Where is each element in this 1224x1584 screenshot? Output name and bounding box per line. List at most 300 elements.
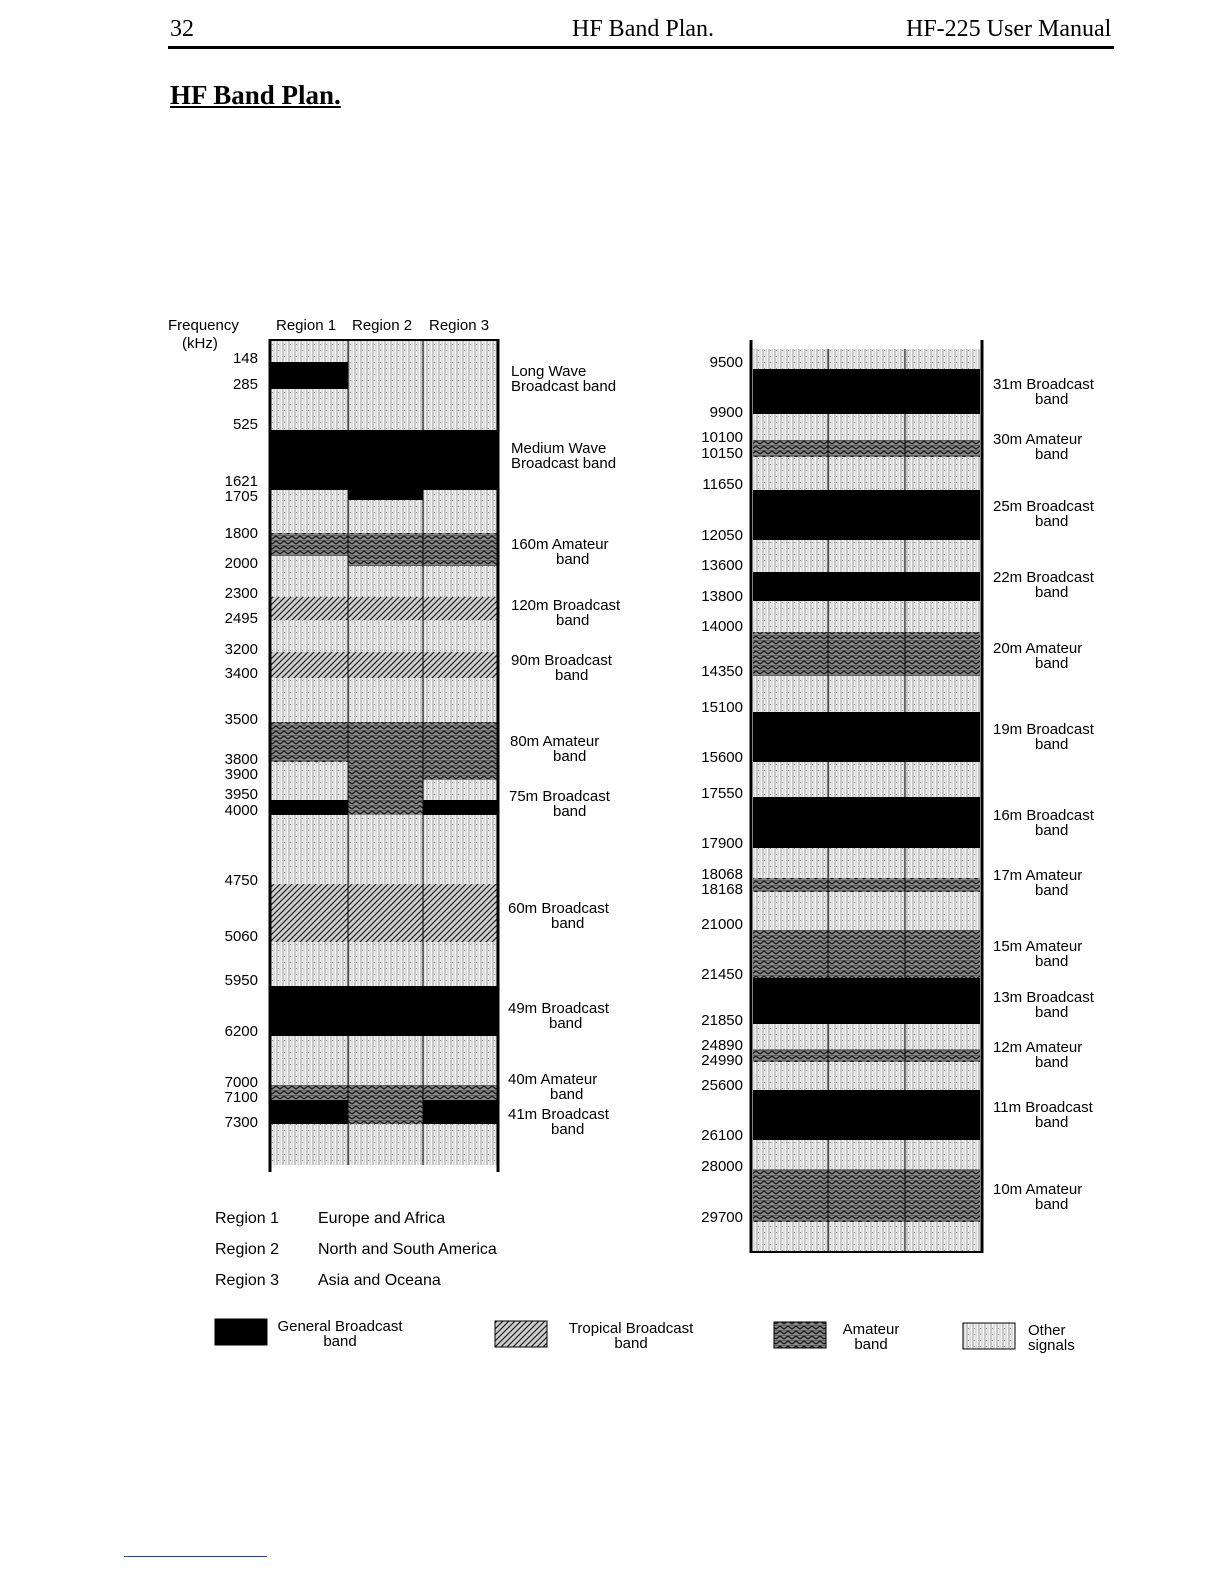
- right-freq-label: 17550: [701, 785, 743, 802]
- right-band-label: [993, 939, 1082, 969]
- page-title: HF Band Plan.: [170, 80, 341, 110]
- left-band-label-line2: band: [556, 612, 590, 629]
- legend-tropical-broadcast: [556, 1321, 706, 1351]
- left-band-seg-14-r3: [423, 762, 498, 780]
- right-freq-label: 9500: [709, 354, 743, 371]
- left-band-seg-15-r1: [271, 780, 348, 800]
- right-band-label: [993, 570, 1094, 600]
- right-band-seg-2-r3: [905, 414, 980, 440]
- left-band-seg-10-r3: [423, 620, 498, 652]
- legend-amateur-line2: band: [854, 1336, 888, 1353]
- right-band-label-line2: band: [1035, 391, 1069, 408]
- right-band-seg-9-r2: [828, 632, 905, 676]
- right-band-seg-10-r2: [828, 676, 905, 712]
- left-band-seg-20-r2: [348, 986, 423, 1036]
- left-freq-label: 148: [232, 350, 258, 367]
- left-freq-label: 1705: [224, 488, 258, 505]
- right-band-seg-12-r1: [753, 762, 828, 797]
- left-band-seg-7-r1: [271, 556, 348, 566]
- right-band-seg-5-r1: [753, 490, 828, 540]
- left-band-label-line1: 40m Amateur: [508, 1071, 598, 1088]
- left-band-label: [511, 598, 620, 628]
- left-band-seg-12-r1: [271, 678, 348, 722]
- left-band-seg-16-r1: [271, 800, 348, 815]
- left-band-seg-13-r3: [423, 722, 498, 762]
- legend-other-line2: signals: [1028, 1337, 1075, 1354]
- right-band-label-line1: 30m Amateur: [993, 431, 1083, 448]
- header-center-title: HF Band Plan.: [572, 16, 715, 42]
- right-freq-label: 26100: [701, 1127, 743, 1144]
- right-band-label-line1: 22m Broadcast: [993, 569, 1094, 586]
- page-number: 32: [170, 16, 194, 42]
- right-band-seg-13-r1: [753, 797, 828, 848]
- right-band-seg-7-r3: [905, 572, 980, 601]
- left-band-seg-6-r3: [423, 533, 498, 556]
- left-band-seg-13-r2: [348, 722, 423, 762]
- left-band-seg-1-r2: [348, 362, 423, 389]
- right-band-seg-21-r2: [828, 1062, 905, 1090]
- left-band-seg-1-r3: [423, 362, 498, 389]
- right-band-label: [993, 377, 1094, 407]
- right-band-seg-25-r2: [828, 1222, 905, 1252]
- right-band-seg-11-r1: [753, 712, 828, 762]
- left-band-label-line1: 60m Broadcast: [508, 900, 609, 917]
- left-band-label-line2: band: [549, 1015, 583, 1032]
- right-band-seg-15-r2: [828, 878, 905, 892]
- left-band-seg-19-r1: [271, 942, 348, 986]
- left-band-label-line2: Broadcast band: [511, 455, 617, 472]
- right-freq-label: 24990: [701, 1052, 743, 1069]
- right-band-label: [993, 641, 1082, 671]
- left-band-label-line2: band: [551, 915, 585, 932]
- right-band-seg-8-r2: [828, 601, 905, 632]
- right-band-seg-19-r2: [828, 1024, 905, 1049]
- right-band-seg-16-r1: [753, 892, 828, 930]
- left-band-seg-24-r1: [271, 1124, 348, 1165]
- left-band-seg-22-r1: [271, 1085, 348, 1100]
- right-band-seg-20-r3: [905, 1049, 980, 1062]
- right-band-label-line1: 11m Broadcast: [993, 1099, 1093, 1116]
- left-band-seg-5-r1: [271, 500, 348, 533]
- left-band-chart: [270, 339, 498, 1172]
- right-band-label-line1: 10m Amateur: [993, 1181, 1083, 1198]
- right-band-seg-21-r1: [753, 1062, 828, 1090]
- left-band-seg-1-r1: [271, 362, 348, 389]
- right-freq-label: 18068: [701, 866, 743, 883]
- right-band-seg-20-r2: [828, 1049, 905, 1062]
- right-freq-label: 21000: [701, 916, 743, 933]
- left-band-label-line2: band: [551, 1121, 585, 1138]
- right-freq-label: 21450: [701, 966, 743, 983]
- left-band-seg-0-r1: [271, 340, 348, 362]
- right-band-seg-10-r1: [753, 676, 828, 712]
- left-freq-label: 285: [232, 376, 258, 393]
- left-band-seg-11-r1: [271, 652, 348, 678]
- left-freq-label: 2000: [224, 555, 258, 572]
- right-band-label-line2: band: [1035, 1196, 1069, 1213]
- right-band-seg-7-r1: [753, 572, 828, 601]
- left-band-seg-21-r3: [423, 1036, 498, 1085]
- right-band-seg-6-r1: [753, 540, 828, 572]
- left-band-label-line2: band: [555, 667, 589, 684]
- left-band-seg-12-r2: [348, 678, 423, 722]
- left-band-seg-21-r2: [348, 1036, 423, 1085]
- left-band-seg-4-r1: [271, 490, 348, 500]
- right-band-seg-0-r3: [905, 349, 980, 369]
- left-band-seg-11-r2: [348, 652, 423, 678]
- left-band-label-line1: 160m Amateur: [511, 536, 609, 553]
- right-band-label: [993, 1100, 1093, 1130]
- left-band-label-line1: 75m Broadcast: [509, 788, 610, 805]
- legend-amateur-line1: Amateur: [842, 1321, 900, 1338]
- legend-swatch-tropical: [495, 1321, 547, 1347]
- right-band-label-line2: band: [1035, 1004, 1069, 1021]
- left-band-seg-10-r2: [348, 620, 423, 652]
- right-band-label-line1: 13m Broadcast: [993, 989, 1094, 1006]
- right-band-seg-14-r3: [905, 848, 980, 878]
- left-band-label: [511, 653, 612, 683]
- right-freq-label: 13800: [701, 588, 743, 605]
- legend-swatch-amateur: [774, 1322, 826, 1348]
- left-freq-label: 3400: [224, 665, 258, 682]
- right-band-seg-4-r2: [828, 457, 905, 490]
- right-band-seg-8-r1: [753, 601, 828, 632]
- left-freq-label: 3950: [224, 786, 258, 803]
- right-band-seg-3-r2: [828, 440, 905, 457]
- left-band-seg-0-r2: [348, 340, 423, 362]
- legend-general-line2: band: [323, 1333, 357, 1350]
- right-band-label-line1: 19m Broadcast: [993, 721, 1094, 738]
- left-band-seg-15-r3: [423, 780, 498, 800]
- region-key-3-desc: Asia and Oceana: [318, 1272, 441, 1289]
- left-band-seg-24-r3: [423, 1124, 498, 1165]
- left-freq-label: 5060: [224, 928, 258, 945]
- right-band-seg-18-r2: [828, 978, 905, 1024]
- left-freq-label: 7300: [224, 1114, 258, 1131]
- left-band-seg-5-r2: [348, 500, 423, 533]
- left-freq-label: 1800: [224, 525, 258, 542]
- left-band-seg-23-r2: [348, 1100, 423, 1124]
- right-band-seg-6-r3: [905, 540, 980, 572]
- left-band-label-line2: band: [550, 1086, 584, 1103]
- right-band-seg-22-r2: [828, 1090, 905, 1140]
- left-band-label: [509, 789, 610, 819]
- right-band-seg-11-r2: [828, 712, 905, 762]
- right-band-label: [993, 808, 1094, 838]
- right-freq-label: 21850: [701, 1012, 743, 1029]
- right-band-chart: [751, 340, 982, 1253]
- right-band-seg-15-r3: [905, 878, 980, 892]
- right-freq-label: 25600: [701, 1077, 743, 1094]
- right-band-seg-4-r1: [753, 457, 828, 490]
- legend-other-line1: Other: [1028, 1322, 1066, 1339]
- left-band-seg-11-r3: [423, 652, 498, 678]
- right-band-seg-3-r3: [905, 440, 980, 457]
- left-band-seg-17-r2: [348, 815, 423, 884]
- left-band-seg-8-r3: [423, 566, 498, 597]
- right-band-seg-5-r2: [828, 490, 905, 540]
- left-band-label-line1: 41m Broadcast: [508, 1106, 609, 1123]
- right-band-seg-25-r3: [905, 1222, 980, 1252]
- left-freq-label: 2300: [224, 585, 258, 602]
- left-band-seg-13-r1: [271, 722, 348, 762]
- left-band-seg-23-r1: [271, 1100, 348, 1124]
- right-band-seg-1-r1: [753, 369, 828, 414]
- legend-amateur: [836, 1322, 906, 1352]
- right-band-seg-21-r3: [905, 1062, 980, 1090]
- left-band-seg-21-r1: [271, 1036, 348, 1085]
- left-band-label-line2: band: [553, 803, 587, 820]
- left-band-label-line1: 49m Broadcast: [508, 1000, 609, 1017]
- right-band-label-line1: 31m Broadcast: [993, 376, 1094, 393]
- left-band-seg-19-r2: [348, 942, 423, 986]
- right-band-seg-17-r3: [905, 930, 980, 978]
- right-band-seg-10-r3: [905, 676, 980, 712]
- region-key-2-desc: North and South America: [318, 1241, 497, 1258]
- right-band-label: [993, 1040, 1082, 1070]
- left-band-seg-2-r3: [423, 389, 498, 430]
- left-band-label: [511, 537, 609, 567]
- right-band-label-line1: 17m Amateur: [993, 867, 1083, 884]
- right-band-seg-17-r1: [753, 930, 828, 978]
- right-band-label-line2: band: [1035, 584, 1069, 601]
- right-band-label-line2: band: [1035, 513, 1069, 530]
- right-band-label-line2: band: [1035, 736, 1069, 753]
- right-band-seg-0-r1: [753, 349, 828, 369]
- left-freq-label: 3200: [224, 641, 258, 658]
- left-band-seg-24-r2: [348, 1124, 423, 1165]
- left-band-seg-4-r2: [348, 490, 423, 500]
- right-band-seg-24-r3: [905, 1169, 980, 1222]
- region-3-heading: Region 3: [429, 317, 490, 334]
- right-band-seg-23-r3: [905, 1140, 980, 1169]
- left-band-label: [508, 1072, 597, 1102]
- left-band-seg-20-r3: [423, 986, 498, 1036]
- right-band-label-line1: 15m Amateur: [993, 938, 1083, 955]
- left-band-label-line2: band: [556, 551, 590, 568]
- left-band-seg-18-r2: [348, 884, 423, 942]
- left-band-label-line1: Medium Wave: [511, 440, 607, 457]
- right-band-seg-9-r1: [753, 632, 828, 676]
- region-1-heading: Region 1: [276, 317, 337, 334]
- right-freq-label: 18168: [701, 881, 743, 898]
- region-key-2-name: Region 2: [215, 1241, 280, 1258]
- left-band-seg-16-r2: [348, 800, 423, 815]
- right-freq-label: 15100: [701, 699, 743, 716]
- left-band-seg-16-r3: [423, 800, 498, 815]
- right-band-seg-1-r3: [905, 369, 980, 414]
- left-band-seg-7-r2: [348, 556, 423, 566]
- right-band-seg-16-r3: [905, 892, 980, 930]
- right-band-label-line1: 25m Broadcast: [993, 498, 1094, 515]
- right-freq-label: 11650: [702, 476, 743, 493]
- right-band-seg-17-r2: [828, 930, 905, 978]
- left-freq-label: 3500: [224, 711, 258, 728]
- left-band-seg-9-r1: [271, 597, 348, 620]
- left-band-seg-9-r2: [348, 597, 423, 620]
- right-band-label: [993, 499, 1094, 529]
- left-band-label: [508, 1001, 609, 1031]
- left-freq-label: 1621: [224, 473, 258, 490]
- left-freq-label: 7100: [224, 1089, 258, 1106]
- left-band-label-line1: 120m Broadcast: [511, 597, 621, 614]
- right-band-label-line1: 16m Broadcast: [993, 807, 1094, 824]
- left-band-seg-18-r1: [271, 884, 348, 942]
- frequency-heading: Frequency: [168, 317, 239, 334]
- right-band-label: [993, 868, 1082, 898]
- left-band-seg-15-r2: [348, 780, 423, 800]
- left-band-seg-12-r3: [423, 678, 498, 722]
- left-band-seg-8-r2: [348, 566, 423, 597]
- right-band-label-line2: band: [1035, 446, 1069, 463]
- left-freq-label: 4750: [224, 872, 258, 889]
- region-key-3-name: Region 3: [215, 1272, 280, 1289]
- right-band-seg-19-r3: [905, 1024, 980, 1049]
- right-band-seg-24-r1: [753, 1169, 828, 1222]
- left-band-label-line2: band: [553, 748, 587, 765]
- right-band-seg-2-r2: [828, 414, 905, 440]
- legend-tropical-line1: Tropical Broadcast: [568, 1320, 694, 1337]
- right-band-seg-23-r1: [753, 1140, 828, 1169]
- left-band-seg-14-r1: [271, 762, 348, 780]
- legend-general-broadcast: [270, 1319, 410, 1349]
- right-band-label: [993, 432, 1082, 462]
- left-freq-label: 5950: [224, 972, 258, 989]
- right-band-seg-1-r2: [828, 369, 905, 414]
- left-freq-label: 3900: [224, 766, 258, 783]
- left-band-seg-2-r1: [271, 389, 348, 430]
- left-band-seg-20-r1: [271, 986, 348, 1036]
- right-band-seg-6-r2: [828, 540, 905, 572]
- left-band-label-line1: 90m Broadcast: [511, 652, 612, 669]
- left-freq-label: 4000: [224, 802, 258, 819]
- right-freq-label: 10150: [701, 445, 743, 462]
- right-band-seg-14-r1: [753, 848, 828, 878]
- left-band-label: [508, 901, 609, 931]
- right-band-seg-12-r3: [905, 762, 980, 797]
- right-band-seg-3-r1: [753, 440, 828, 457]
- right-band-label-line2: band: [1035, 1054, 1069, 1071]
- right-band-label-line2: band: [1035, 655, 1069, 672]
- left-band-seg-23-r3: [423, 1100, 498, 1124]
- right-band-seg-11-r3: [905, 712, 980, 762]
- right-band-seg-5-r3: [905, 490, 980, 540]
- right-band-seg-22-r3: [905, 1090, 980, 1140]
- right-band-label-line2: band: [1035, 1114, 1069, 1131]
- left-band-seg-3-r3: [423, 430, 498, 490]
- left-band-seg-3-r2: [348, 430, 423, 490]
- right-band-seg-13-r2: [828, 797, 905, 848]
- left-band-seg-6-r2: [348, 533, 423, 556]
- left-band-label-line1: 80m Amateur: [510, 733, 600, 750]
- right-freq-label: 14350: [701, 663, 743, 680]
- left-band-seg-18-r3: [423, 884, 498, 942]
- footer-link-line: [124, 1556, 267, 1557]
- region-2-heading: Region 2: [352, 317, 413, 334]
- left-freq-label: 7000: [224, 1074, 258, 1091]
- left-band-label: [510, 734, 599, 764]
- right-band-seg-13-r3: [905, 797, 980, 848]
- header-manual-title: HF-225 User Manual: [906, 16, 1112, 42]
- right-freq-label: 12050: [701, 527, 743, 544]
- left-band-seg-14-r2: [348, 762, 423, 780]
- right-band-seg-16-r2: [828, 892, 905, 930]
- right-band-seg-19-r1: [753, 1024, 828, 1049]
- legend-swatch-general: [215, 1319, 267, 1345]
- legend-tropical-line2: band: [614, 1335, 648, 1352]
- right-band-label-line1: 12m Amateur: [993, 1039, 1083, 1056]
- right-band-seg-25-r1: [753, 1222, 828, 1252]
- left-band-seg-5-r3: [423, 500, 498, 533]
- left-band-seg-2-r2: [348, 389, 423, 430]
- unit-heading: (kHz): [182, 335, 218, 352]
- right-band-seg-22-r1: [753, 1090, 828, 1140]
- left-band-seg-17-r1: [271, 815, 348, 884]
- region-key-1-name: Region 1: [215, 1210, 280, 1227]
- left-band-seg-22-r3: [423, 1085, 498, 1100]
- right-band-seg-8-r3: [905, 601, 980, 632]
- right-band-seg-0-r2: [828, 349, 905, 369]
- right-band-seg-2-r1: [753, 414, 828, 440]
- right-freq-label: 28000: [701, 1158, 743, 1175]
- right-freq-label: 13600: [701, 557, 743, 574]
- right-freq-label: 17900: [701, 835, 743, 852]
- right-band-seg-18-r1: [753, 978, 828, 1024]
- left-band-seg-10-r1: [271, 620, 348, 652]
- right-band-seg-24-r2: [828, 1169, 905, 1222]
- right-freq-label: 14000: [701, 618, 743, 635]
- region-key-1-desc: Europe and Africa: [318, 1210, 446, 1227]
- right-freq-label: 15600: [701, 749, 743, 766]
- right-freq-label: 9900: [709, 404, 743, 421]
- left-band-seg-3-r1: [271, 430, 348, 490]
- right-band-label-line2: band: [1035, 882, 1069, 899]
- right-freq-label: 29700: [701, 1209, 743, 1226]
- right-band-label: [993, 990, 1094, 1020]
- right-band-seg-18-r3: [905, 978, 980, 1024]
- right-band-seg-7-r2: [828, 572, 905, 601]
- left-freq-label: 6200: [224, 1023, 258, 1040]
- left-band-label: [511, 364, 616, 394]
- right-band-seg-23-r2: [828, 1140, 905, 1169]
- legend-swatch-other: [963, 1323, 1015, 1349]
- right-band-seg-4-r3: [905, 457, 980, 490]
- left-band-seg-22-r2: [348, 1085, 423, 1100]
- right-band-seg-15-r1: [753, 878, 828, 892]
- left-freq-label: 3800: [224, 751, 258, 768]
- legend-general-line1: General Broadcast: [277, 1318, 403, 1335]
- left-band-seg-4-r3: [423, 490, 498, 500]
- right-band-label: [993, 722, 1094, 752]
- left-band-label: [511, 441, 616, 471]
- right-band-seg-14-r2: [828, 848, 905, 878]
- right-band-label-line2: band: [1035, 822, 1069, 839]
- legend-other-signals: [1028, 1323, 1082, 1353]
- left-band-seg-8-r1: [271, 566, 348, 597]
- left-band-seg-9-r3: [423, 597, 498, 620]
- left-band-label: [508, 1107, 609, 1137]
- right-band-seg-9-r3: [905, 632, 980, 676]
- right-band-seg-12-r2: [828, 762, 905, 797]
- right-band-label-line2: band: [1035, 953, 1069, 970]
- left-band-seg-0-r3: [423, 340, 498, 362]
- right-freq-label: 10100: [701, 429, 743, 446]
- left-band-seg-7-r3: [423, 556, 498, 566]
- right-band-seg-20-r1: [753, 1049, 828, 1062]
- right-band-label-line1: 20m Amateur: [993, 640, 1083, 657]
- left-freq-label: 525: [232, 416, 258, 433]
- right-band-label: [993, 1182, 1082, 1212]
